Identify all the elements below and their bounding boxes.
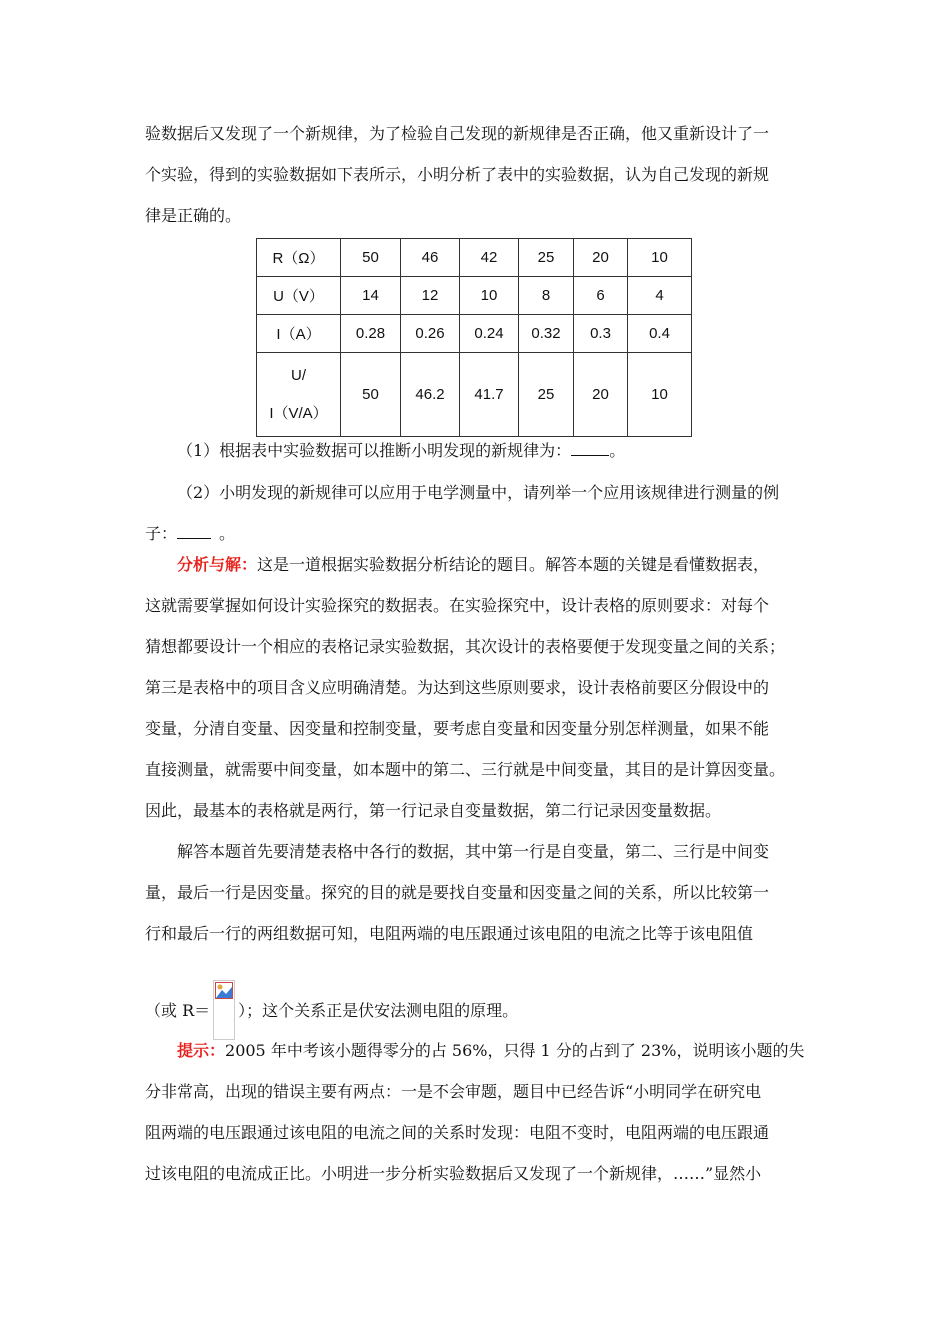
table-cell: 20 xyxy=(574,239,628,277)
answer-blank xyxy=(177,524,211,539)
intro-line: 律是正确的。 xyxy=(145,206,242,225)
table-cell: 0.26 xyxy=(401,315,460,353)
table-cell: 25 xyxy=(519,239,574,277)
experiment-data-table xyxy=(256,238,692,437)
table-cell: 0.24 xyxy=(460,315,519,353)
table-row xyxy=(257,277,692,315)
hint-paragraph: 提示：2005 年中考该小题得零分的占 56%，只得 1 分的占到了 23%，说明该小题的失 分非常高，出现的错误主要有两点：一是不会审题，题目中已经告诉“小明同学在研究电 阻两端的电压跟通过该电阻的电流之间的关系时发现：电阻不变时，电阻两端的电压跟通 过该电阻的电流成正比。小明进一步分析实验数据后又发现了一个新规律，……”显然小 xyxy=(145,1041,805,1183)
table-row xyxy=(257,239,692,277)
question-1: （1）根据表中实验数据可以推断小明发现的新规律为： 。 xyxy=(177,441,626,460)
row-label: I（A） xyxy=(257,315,341,353)
table-cell: 50 xyxy=(341,239,401,277)
intro-line: 个实验，得到的实验数据如下表所示，小明分析了表中的实验数据，认为自己发现的新规 xyxy=(145,165,770,184)
table-cell: 10 xyxy=(628,353,692,437)
solution-paragraph: 解答本题首先要清楚表格中各行的数据，其中第一行是自变量，第二、三行是中间变 量，最后一行是因变量。探究的目的就是要找自变量和因变量之间的关系，所以比较第一 行和最后一行的两组数据可知，电阻两端的电压跟通过该电阻的电流之比等于该电阻值 xyxy=(145,842,770,943)
table-cell: 46 xyxy=(401,239,460,277)
table-cell: 10 xyxy=(628,239,692,277)
table-cell: 20 xyxy=(574,353,628,437)
table-cell: 14 xyxy=(341,277,401,315)
row-label xyxy=(257,353,341,437)
answer-blank xyxy=(571,441,609,456)
intro-paragraph xyxy=(145,113,810,236)
hint-label: 提示： xyxy=(177,1041,226,1060)
row-label: U（V） xyxy=(257,277,341,315)
row-label-top: U/ xyxy=(291,366,306,384)
table-cell: 46.2 xyxy=(401,353,460,437)
table-cell: 6 xyxy=(574,277,628,315)
table-row xyxy=(257,353,692,437)
table-cell: 42 xyxy=(460,239,519,277)
table-cell: 41.7 xyxy=(460,353,519,437)
table-cell: 25 xyxy=(519,353,574,437)
row-label-bottom: I（V/A） xyxy=(269,404,328,422)
table-cell: 0.32 xyxy=(519,315,574,353)
table-cell: 8 xyxy=(519,277,574,315)
question-2: （2）小明发现的新规律可以应用于电学测量中，请列举一个应用该规律进行测量的例 子： 。 xyxy=(145,483,780,543)
table-row xyxy=(257,315,692,353)
table-cell: 50 xyxy=(341,353,401,437)
table-cell: 4 xyxy=(628,277,692,315)
questions xyxy=(145,430,810,471)
solution-formula-line: （或 R＝ ）；这个关系正是伏安法测电阻的原理。 xyxy=(145,980,810,1021)
table-cell: 0.3 xyxy=(574,315,628,353)
table-cell: 0.4 xyxy=(628,315,692,353)
row-label: R（Ω） xyxy=(257,239,341,277)
analysis-paragraph: 分析与解：这是一道根据实验数据分析结论的题目。解答本题的关键是看懂数据表， 这就需要掌握如何设计实验探究的数据表。在实验探究中，设计表格的原则要求：对每个 猜想都要设计一个相应的表格记录实验数据，其次设计的表格要便于发现变量之间的关系； 第三是表格中的项目含义应明确清楚。为达到这些原则要求，设计表格前要区分假设中的 变量，分清自变量、因变量和控制变量，要考虑自变量和因变量分别怎样测量，如果不能 直接测量，就需要中间变量，如本题中的第二、三行就是中间变量，其目的是计算因变量。 因此，最基本的表格就是两行，第一行记录自变量数据，第二行记录因变量数据。 xyxy=(145,555,786,820)
analysis-label: 分析与解： xyxy=(177,555,258,574)
table-cell: 0.28 xyxy=(341,315,401,353)
table-cell: 12 xyxy=(401,277,460,315)
intro-line: 验数据后又发现了一个新规律，为了检验自己发现的新规律是否正确，他又重新设计了一 xyxy=(145,124,770,143)
table-cell: 10 xyxy=(460,277,519,315)
